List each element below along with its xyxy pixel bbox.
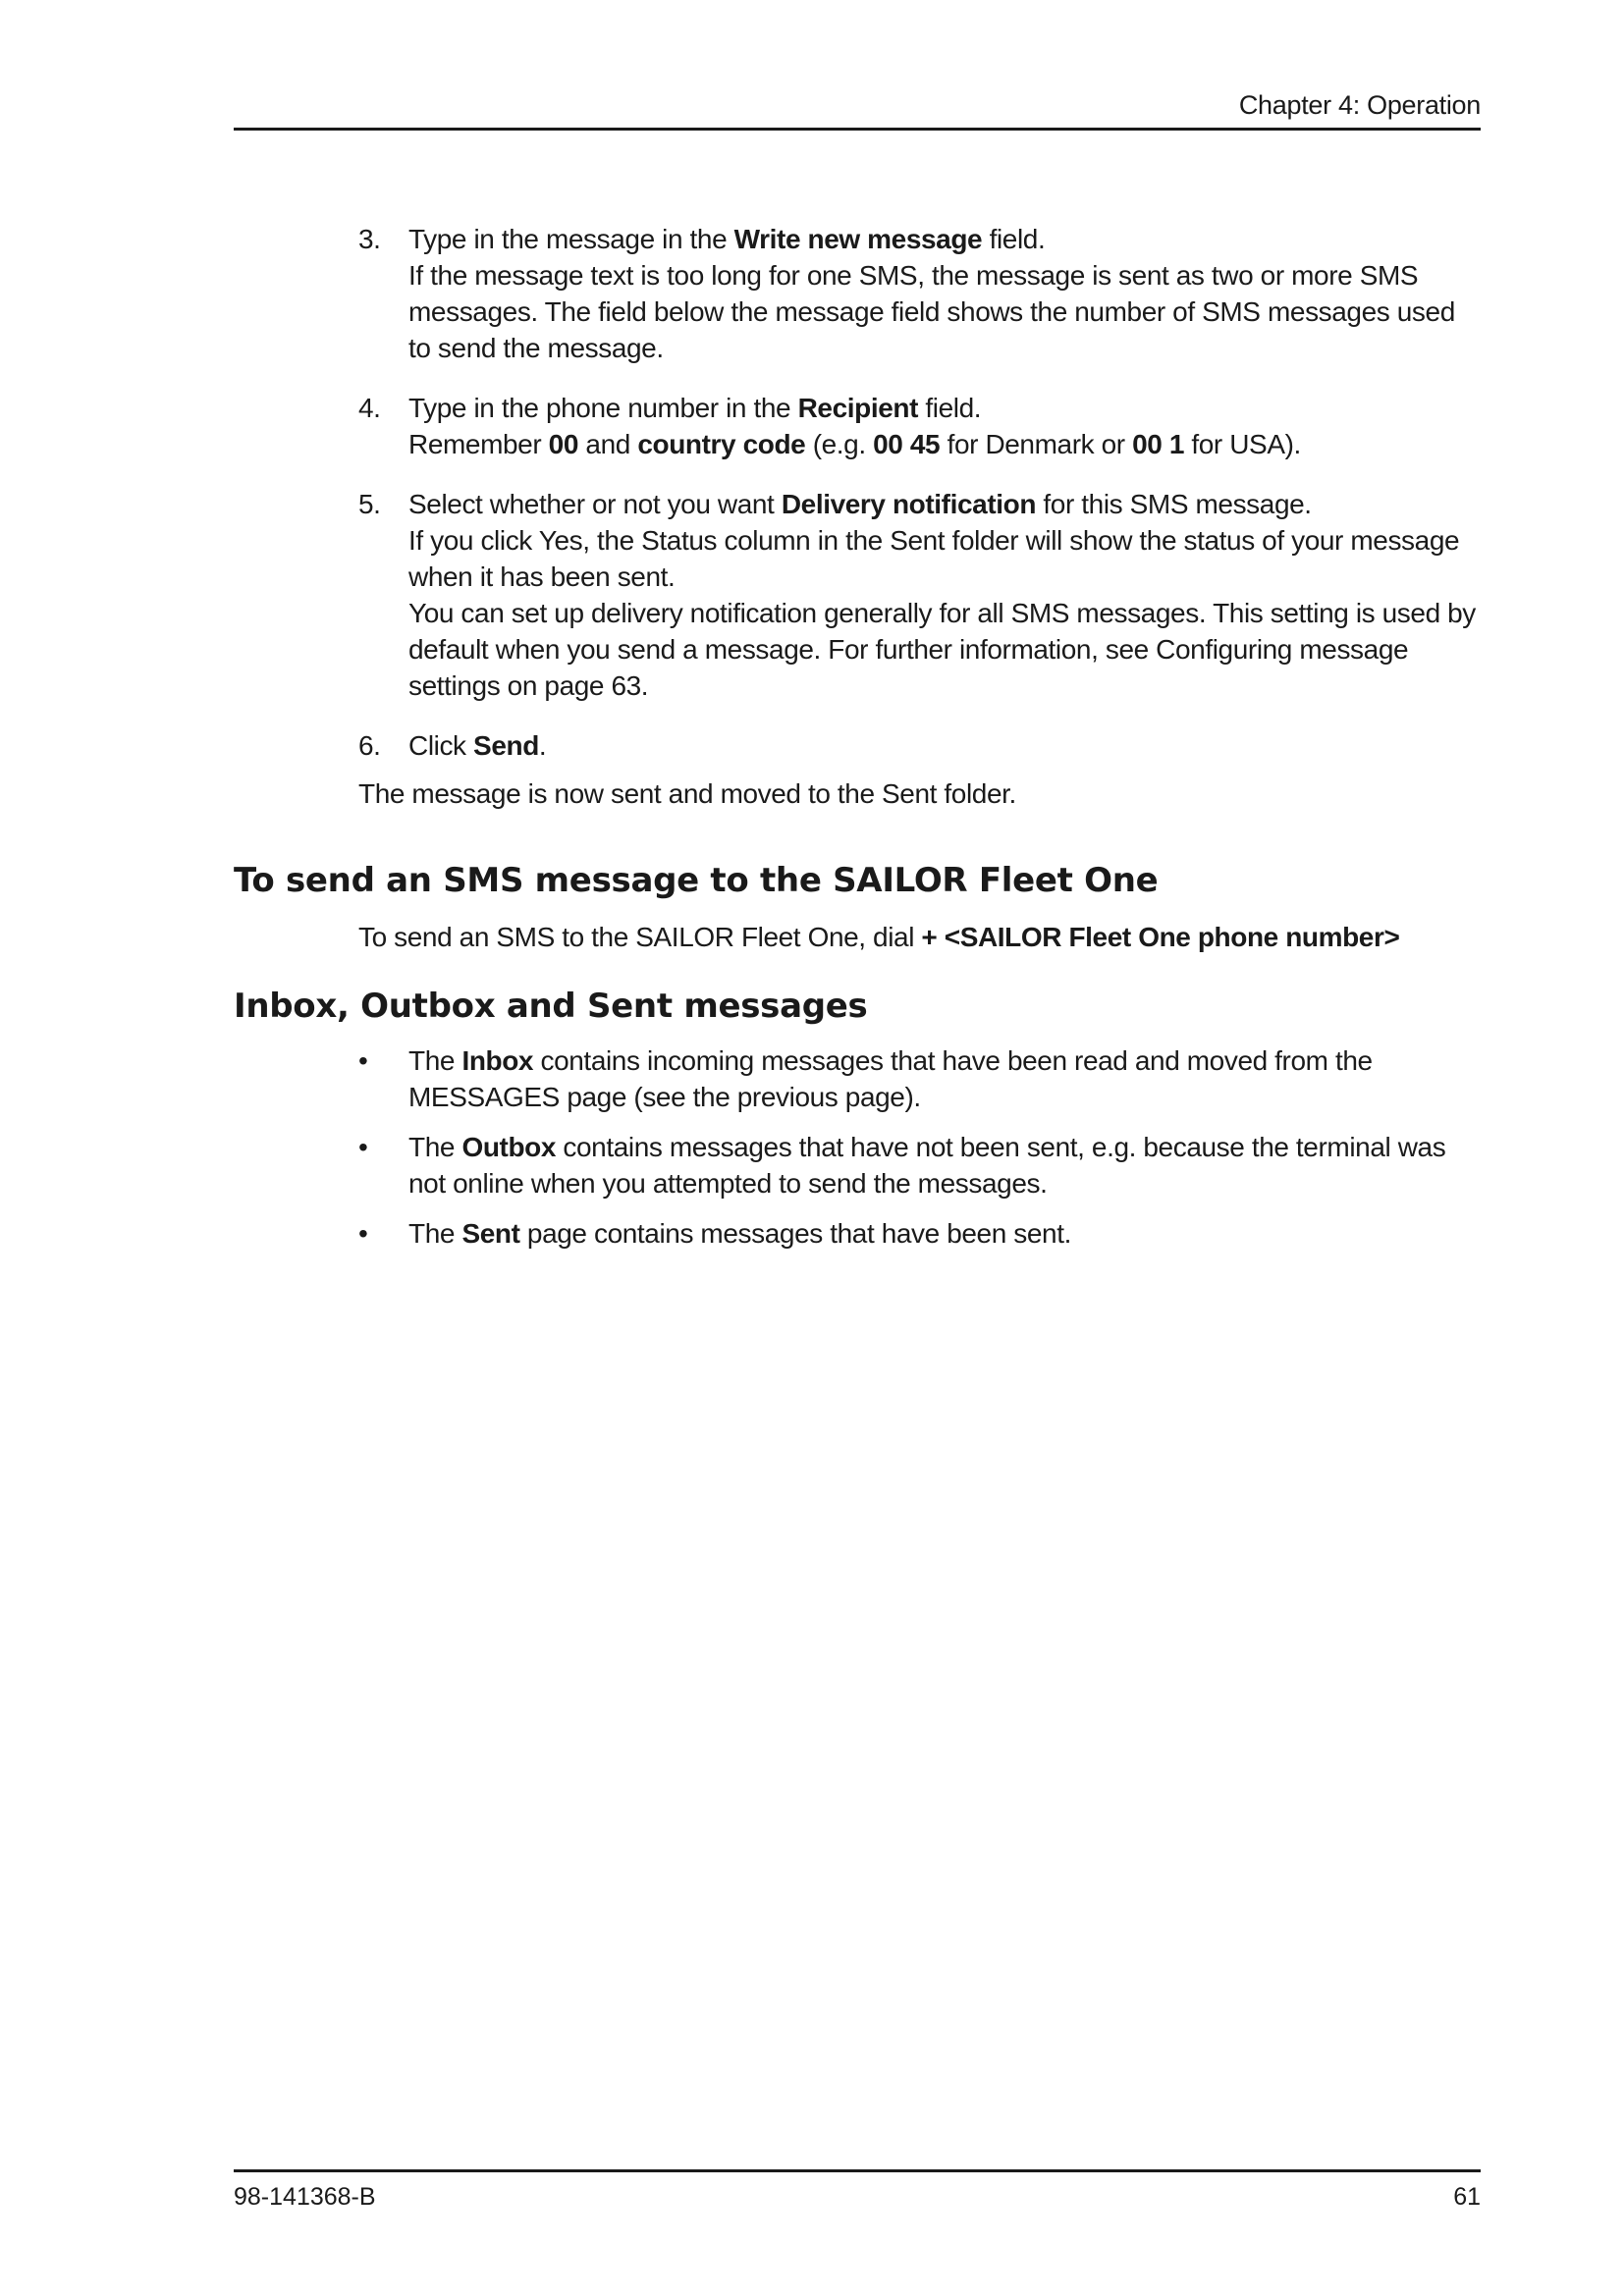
bullet-outbox: [234, 1129, 1481, 1201]
bullet-text: The Sent page contains messages that have been sent.: [408, 1218, 1071, 1249]
step-6: [234, 727, 1481, 764]
bullet-icon: •: [358, 1132, 368, 1162]
step-4: [234, 390, 1481, 462]
step-number: 6.: [358, 730, 381, 761]
step-detail: If the message text is too long for one SMS, the message is sent as two or more SMS messages. The field below the message field shows the number of SMS messages used to send the message.: [408, 260, 1455, 363]
section-heading-send-sms: To send an SMS message to the SAILOR Fleet One: [234, 861, 1159, 900]
header-rule: [234, 128, 1481, 131]
section-heading-inbox-outbox-sent: Inbox, Outbox and Sent messages: [234, 987, 868, 1026]
bullet-text: The Inbox contains incoming messages that have been read and moved from the MESSAGES page (see the previous page).: [408, 1045, 1373, 1112]
bullet-icon: •: [358, 1045, 368, 1076]
step-number: 5.: [358, 489, 381, 519]
step-instruction: Type in the message in the Write new message field.: [408, 224, 1046, 254]
step-detail: Remember 00 and country code (e.g. 00 45 for Denmark or 00 1 for USA).: [408, 429, 1301, 459]
step-instruction: Type in the phone number in the Recipient field.: [408, 393, 982, 423]
send-sms-instructions: To send an SMS to the SAILOR Fleet One, dial + <SAILOR Fleet One phone number>: [358, 922, 1400, 952]
bullet-text: The Outbox contains messages that have not been sent, e.g. because the terminal was not online when you attempted to send the messages.: [408, 1132, 1446, 1199]
step-instruction: Click Send.: [408, 730, 547, 761]
page-header-chapter: Chapter 4: Operation: [1238, 90, 1481, 120]
result-text: The message is now sent and moved to the Sent folder.: [358, 778, 1016, 809]
step-5: [234, 486, 1481, 704]
bullet-inbox: [234, 1042, 1481, 1115]
step-detail: You can set up delivery notification generally for all SMS messages. This setting is used by default when you send a message. For further information, see Configuring message settings on page 63.: [408, 598, 1476, 701]
step-instruction: Select whether or not you want Delivery notification for this SMS message.: [408, 489, 1312, 519]
step-detail: If you click Yes, the Status column in the Sent folder will show the status of your message when it has been sent.: [408, 525, 1460, 592]
step-number: 3.: [358, 224, 381, 254]
step-number: 4.: [358, 393, 381, 423]
step-3: [234, 221, 1481, 366]
footer-page-number: 61: [1453, 2183, 1481, 2211]
bullet-sent: [234, 1215, 1481, 1252]
page-content: [234, 221, 1481, 1252]
bullet-icon: •: [358, 1218, 368, 1249]
footer-rule: [234, 2169, 1481, 2172]
footer-doc-number: 98-141368-B: [234, 2183, 376, 2211]
